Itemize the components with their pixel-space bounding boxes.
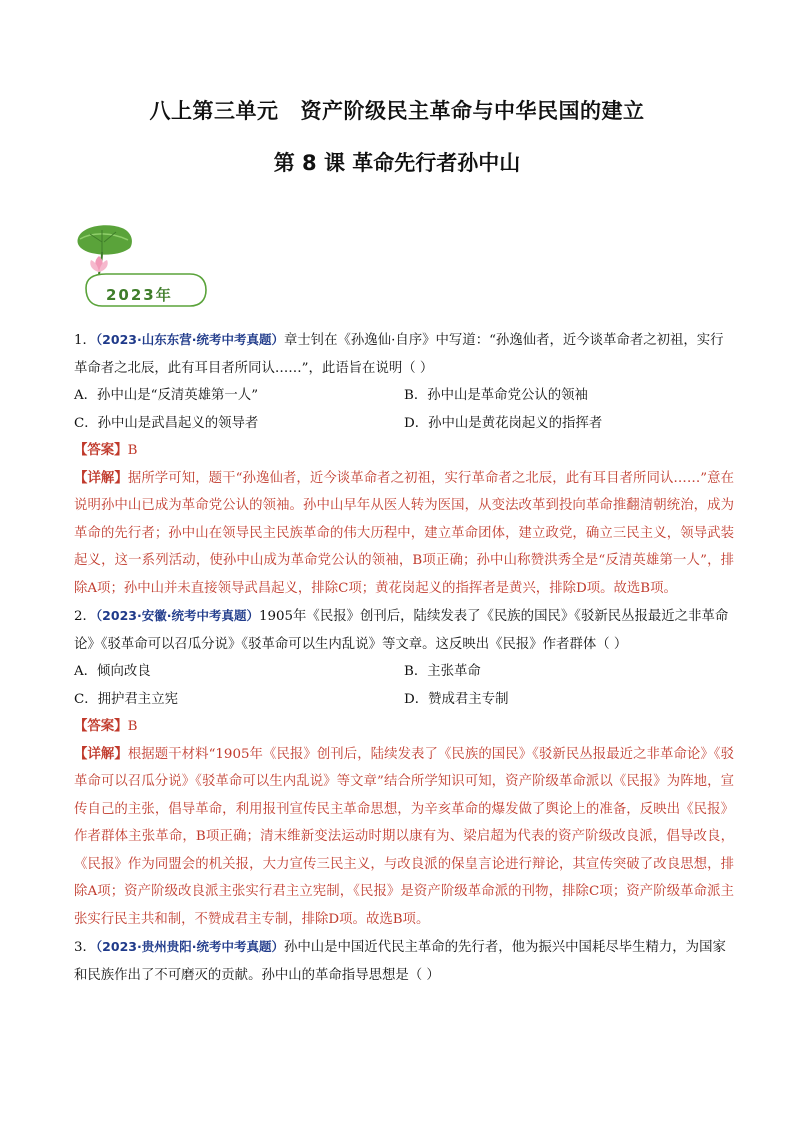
question-text: 孙中山是中国近代民主革命的先行者，他为振兴中国耗尽毕生精力，为国家和民族作出了不可磨灭的贡献。孙中山的革命指导思想是（ ） (74, 940, 726, 983)
question-2-answer (74, 713, 734, 741)
detail-label: 【详解】 (74, 746, 128, 762)
question-list (74, 326, 734, 989)
question-number: 2． (74, 609, 96, 624)
question-1-answer (74, 437, 734, 465)
question-2-options (74, 658, 734, 713)
question-3-stem (74, 933, 734, 989)
question-1-detail (74, 465, 734, 603)
detail-text: 据所学可知，题干“孙逸仙者，近今谈革命者之初祖，实行革命者之北辰，此有耳目者所同认……”意在说明孙中山已成为革命党公认的领袖。孙中山早年从医人转为医国，从变法改革到投向革命推翻清朝统治，成为革命的先行者；孙中山在领导民主民族革命的伟大历程中，建立革命团体，建立政党，确立三民主义，领导武装起义，这一系列活动，使孙中山成为革命党公认的领袖，B项正确；孙中山称赞洪秀全是“反清英雄第一人”，排除A项；孙中山并未直接领导武昌起义，排除C项；黄花岗起义的指挥者是黄兴，排除D项。故选B项。 (74, 470, 734, 596)
question-2-stem (74, 602, 734, 658)
question-1-options (74, 382, 734, 437)
unit-title-main: 八上第三单元 (149, 99, 279, 123)
question-source: （2023·山东东营·统考中考真题） (95, 332, 284, 347)
answer-value: B (127, 443, 138, 458)
answer-label: 【答案】 (74, 719, 128, 734)
question-source: （2023·安徽·统考中考真题） (95, 608, 259, 623)
year-badge-label: 2023年 (106, 286, 173, 304)
question-number: 3． (74, 940, 96, 955)
lesson-title: 第 8 课 革命先行者孙中山 (273, 151, 521, 175)
detail-text: 根据题干材料“1905年《民报》创刊后，陆续发表了《民族的国民》《驳新民丛报最近之非革命论》《驳革命可以召瓜分说》《驳革命可以生内乱说》等文章”结合所学知识可知，资产阶级革命派以《民报》为阵地，宣传自己的主张，倡导革命，利用报刊宣传民主革命思想，为辛亥革命的爆发做了舆论上的准备，反映出《民报》作者群体主张革命，B项正确；清末维新变法运动时期以康有为、梁启超为代表的资产阶级改良派，倡导改良，《民报》作为同盟会的机关报，大力宣传三民主义，与改良派的保皇言论进行辩论，其宣传突破了改良思想，排除A项；资产阶级改良派主张实行君主立宪制，《民报》是资产阶级革命派的刊物，排除C项；资产阶级革命派主张实行民主共和制，不赞成君主专制，排除D项。故选B项。 (74, 746, 734, 927)
option-a: A．孙中山是“反清英雄第一人” (74, 388, 259, 403)
option-b: B．主张革命 (404, 664, 481, 679)
question-text: 章士钊在《孙逸仙·自序》中写道：“孙逸仙者，近今谈革命者之初祖，实行革命者之北辰，此有耳目者所同认……”，此语旨在说明（ ） (74, 333, 724, 376)
question-1-stem (74, 326, 734, 382)
option-c: C．拥护君主立宪 (74, 691, 178, 707)
option-d: D．孙中山是黄花岗起义的指挥者 (404, 415, 603, 431)
answer-value: B (127, 719, 138, 734)
question-2-detail (74, 741, 734, 934)
option-b: B．孙中山是革命党公认的领袖 (404, 388, 588, 403)
option-c: C．孙中山是武昌起义的领导者 (74, 415, 259, 431)
question-text: 1905年《民报》创刊后，陆续发表了《民族的国民》《驳新民丛报最近之非革命论》《驳革命可以召瓜分说》《驳革命可以生内乱说》等文章。这反映出《民报》作者群体（ ） (74, 609, 729, 652)
unit-title (0, 95, 794, 125)
question-number: 1． (74, 333, 96, 348)
unit-title-sub: 资产阶级民主革命与中华民国的建立 (300, 99, 645, 123)
option-d: D．赞成君主专制 (404, 691, 509, 707)
detail-label: 【详解】 (74, 470, 128, 486)
option-a: A．倾向改良 (74, 664, 151, 679)
answer-label: 【答案】 (74, 443, 128, 458)
question-source: （2023·贵州贵阳·统考中考真题） (95, 939, 284, 954)
